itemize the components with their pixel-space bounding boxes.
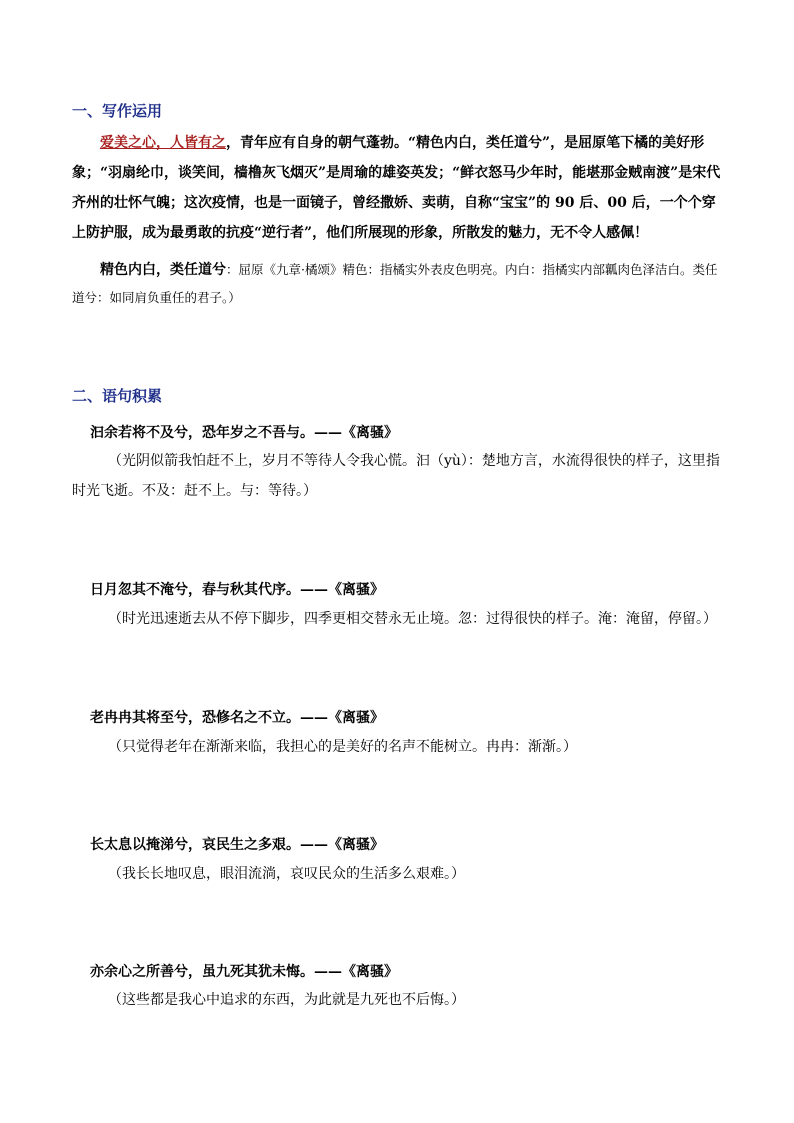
writing-paragraph: [72, 128, 722, 248]
writing-note: [72, 256, 722, 312]
note-label: 精色内白，类任道兮: [100, 262, 226, 278]
quote-line: 汩余若将不及兮，恐年岁之不吾与。——《离骚》: [90, 425, 398, 441]
section-title-writing: 一、写作运用: [72, 102, 163, 120]
quote-gloss: （只觉得老年在渐渐来临，我担心的是美好的名声不能树立。冉冉：渐渐。）: [108, 739, 577, 755]
quote-gloss: （光阴似箭我怕赶不上，岁月不等待人令我心慌。汩（yù）：楚地方言，水流得很快的样子，这里指时光飞逝。不及：赶不上。与：等待。）: [72, 453, 720, 499]
quote-gloss: （时光迅速逝去从不停下脚步，四季更相交替永无止境。忽：过得很快的样子。淹：淹留，停留。）: [108, 611, 717, 627]
quote-line: 老冉冉其将至兮，恐修名之不立。——《离骚》: [90, 710, 384, 726]
quote-line: 亦余心之所善兮，虽九死其犹未悔。——《离骚》: [90, 964, 398, 980]
highlight-phrase: 爱美之心，人皆有之: [100, 135, 226, 151]
quote-line: 日月忽其不淹兮，春与秋其代序。——《离骚》: [90, 582, 384, 598]
note-body: ：屈原《九章·橘颂》精色：指橘实外表皮色明亮。内白：指橘实内部瓤肉色泽洁白。类任道兮：如同肩负重任的君子。）: [72, 262, 718, 305]
writing-paragraph-text: ，青年应有自身的朝气蓬勃。“精色内白，类任道兮”，是屈原笔下橘的美好形象；“羽扇纶巾，谈笑间，樯橹灰飞烟灭”是周瑜的雄姿英发；“鲜衣怒马少年时，能堪那金贼南渡”是宋代齐州的壮怀气魄；这次疫情，也是一面镜子，曾经撒娇、卖萌，自称“宝宝”的 90 后、00 后，一个个穿上防护服，成为最勇敢的抗疫“逆行者”，他们所展现的形象，所散发的魅力，无不令人感佩！: [72, 135, 721, 241]
quote-gloss: （我长长地叹息，眼泪流淌，哀叹民众的生活多么艰难。）: [108, 866, 465, 882]
quote-line: 长太息以掩涕兮，哀民生之多艰。——《离骚》: [90, 837, 384, 853]
quote-gloss: （这些都是我心中追求的东西，为此就是九死也不后悔。）: [108, 992, 465, 1008]
section-title-phrases: 二、语句积累: [72, 387, 163, 405]
